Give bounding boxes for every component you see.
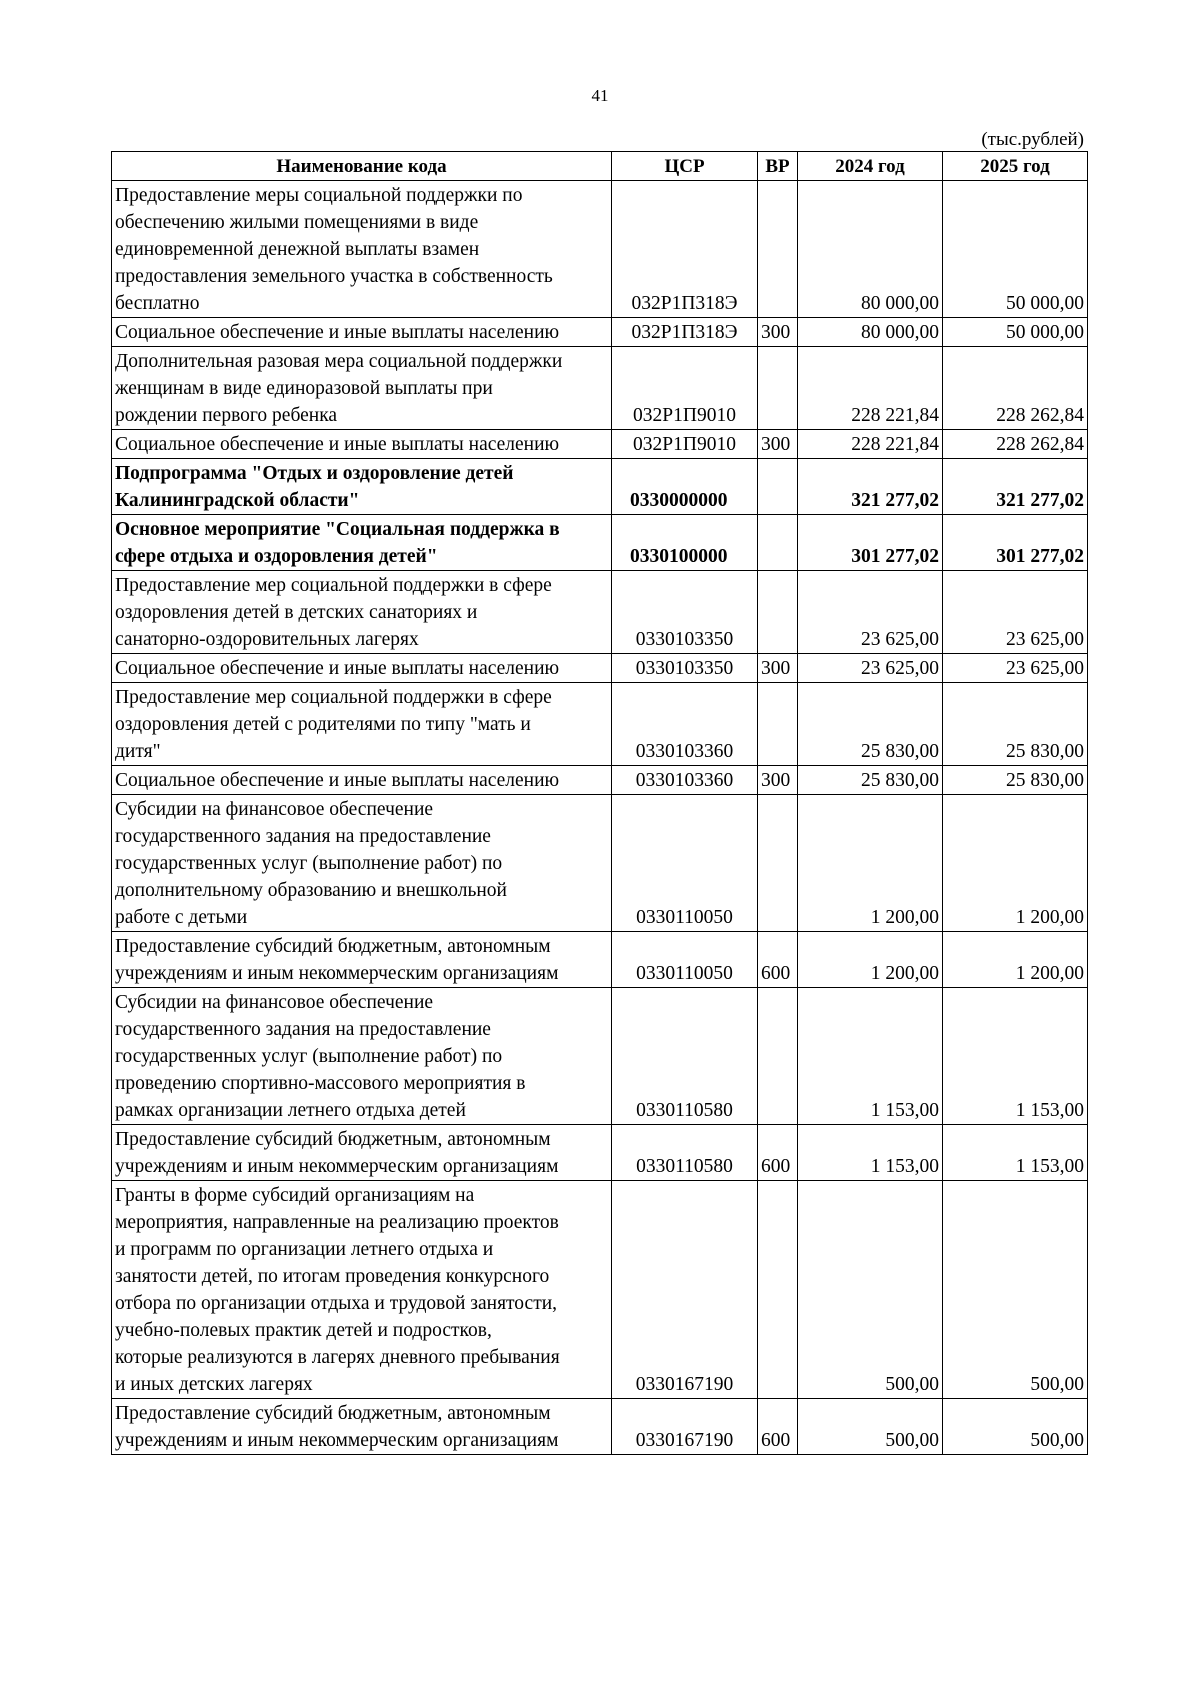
- cell-name: [112, 683, 612, 766]
- cell-name-line: Предоставление мер социальной поддержки в сфере: [115, 575, 552, 596]
- header-name: Наименование кода: [112, 152, 612, 181]
- cell-2024: 500,00: [798, 1399, 943, 1455]
- cell-csr: 0330110580: [612, 988, 758, 1125]
- cell-vr: [758, 181, 798, 318]
- cell-vr: 600: [758, 932, 798, 988]
- cell-name: [112, 318, 612, 347]
- cell-2024: 321 277,02: [798, 459, 943, 515]
- cell-2024: 1 200,00: [798, 795, 943, 932]
- cell-name-line: Предоставление субсидий бюджетным, автономным: [115, 936, 551, 957]
- table-row: [112, 318, 1088, 347]
- cell-2025: 500,00: [943, 1399, 1088, 1455]
- cell-2025: 321 277,02: [943, 459, 1088, 515]
- cell-name-line: Дополнительная разовая мера социальной поддержки: [115, 351, 563, 372]
- cell-name-line: обеспечению жилыми помещениями в виде: [115, 212, 479, 233]
- cell-name-line: дополнительному образованию и внешкольной: [115, 880, 507, 901]
- header-2024: 2024 год: [798, 152, 943, 181]
- cell-csr: 0330167190: [612, 1181, 758, 1399]
- cell-name-line: отбора по организации отдыха и трудовой занятости,: [115, 1293, 558, 1314]
- cell-csr: 0330110050: [612, 795, 758, 932]
- cell-name: [112, 515, 612, 571]
- cell-vr: [758, 571, 798, 654]
- header-2025: 2025 год: [943, 152, 1088, 181]
- cell-name-line: учреждениям и иным некоммерческим организациям: [115, 1430, 559, 1451]
- cell-name: [112, 1125, 612, 1181]
- cell-2025: 50 000,00: [943, 181, 1088, 318]
- cell-csr: 0330103350: [612, 571, 758, 654]
- table-header-row: [112, 152, 1088, 181]
- cell-2025: 25 830,00: [943, 683, 1088, 766]
- cell-name: [112, 988, 612, 1125]
- cell-vr: 600: [758, 1399, 798, 1455]
- cell-vr: [758, 795, 798, 932]
- cell-name: [112, 654, 612, 683]
- table-row: [112, 654, 1088, 683]
- cell-name-line: предоставления земельного участка в собственность: [115, 266, 553, 287]
- cell-name: [112, 1181, 612, 1399]
- cell-name-line: Предоставление меры социальной поддержки по: [115, 185, 523, 206]
- cell-name: [112, 430, 612, 459]
- cell-vr: [758, 459, 798, 515]
- cell-2025: 1 153,00: [943, 988, 1088, 1125]
- cell-csr: 032Р1П318Э: [612, 318, 758, 347]
- cell-name-line: и программ по организации летнего отдыха и: [115, 1239, 494, 1260]
- cell-2024: 25 830,00: [798, 683, 943, 766]
- cell-2024: 23 625,00: [798, 654, 943, 683]
- cell-name-line: Основное мероприятие "Социальная поддержка в: [115, 519, 560, 540]
- cell-name: [112, 766, 612, 795]
- cell-name-line: женщинам в виде единоразовой выплаты при: [115, 378, 493, 399]
- cell-name-line: Субсидии на финансовое обеспечение: [115, 799, 434, 820]
- cell-2025: 1 200,00: [943, 932, 1088, 988]
- cell-name-line: государственного задания на предоставление: [115, 826, 491, 847]
- cell-name-line: бесплатно: [115, 293, 200, 314]
- cell-2024: 500,00: [798, 1181, 943, 1399]
- cell-2025: 23 625,00: [943, 571, 1088, 654]
- cell-vr: [758, 683, 798, 766]
- table-row: [112, 1125, 1088, 1181]
- cell-2025: 23 625,00: [943, 654, 1088, 683]
- table-row: [112, 932, 1088, 988]
- cell-vr: [758, 347, 798, 430]
- table-row: [112, 683, 1088, 766]
- cell-name-line: занятости детей, по итогам проведения конкурсного: [115, 1266, 550, 1287]
- cell-2025: 1 153,00: [943, 1125, 1088, 1181]
- cell-name-line: государственных услуг (выполнение работ) по: [115, 1046, 503, 1067]
- cell-name-line: Социальное обеспечение и иные выплаты населению: [115, 658, 560, 679]
- cell-name-line: Социальное обеспечение и иные выплаты населению: [115, 322, 560, 343]
- cell-csr: 0330103360: [612, 766, 758, 795]
- cell-name-line: дитя": [115, 741, 161, 762]
- table-row: [112, 571, 1088, 654]
- cell-vr: 300: [758, 430, 798, 459]
- table-row: [112, 181, 1088, 318]
- cell-name-line: рамках организации летнего отдыха детей: [115, 1100, 466, 1121]
- table-row: [112, 515, 1088, 571]
- cell-2024: 80 000,00: [798, 181, 943, 318]
- cell-2025: 1 200,00: [943, 795, 1088, 932]
- cell-name-line: учреждениям и иным некоммерческим организациям: [115, 963, 559, 984]
- page-number: 41: [591, 86, 609, 105]
- header-vr: ВР: [758, 152, 798, 181]
- cell-2025: 301 277,02: [943, 515, 1088, 571]
- table-row: [112, 430, 1088, 459]
- cell-name-line: единовременной денежной выплаты взамен: [115, 239, 480, 260]
- cell-vr: [758, 988, 798, 1125]
- cell-csr: 032Р1П318Э: [612, 181, 758, 318]
- cell-2024: 1 153,00: [798, 988, 943, 1125]
- cell-name: [112, 459, 612, 515]
- cell-name-line: Социальное обеспечение и иные выплаты населению: [115, 770, 560, 791]
- cell-name-line: и иных детских лагерях: [115, 1374, 313, 1395]
- cell-name-line: Предоставление субсидий бюджетным, автономным: [115, 1403, 551, 1424]
- cell-2024: 80 000,00: [798, 318, 943, 347]
- cell-vr: 300: [758, 654, 798, 683]
- cell-vr: 300: [758, 766, 798, 795]
- cell-name: [112, 347, 612, 430]
- table-row: [112, 1181, 1088, 1399]
- table-row: [112, 766, 1088, 795]
- header-csr: ЦСР: [612, 152, 758, 181]
- table-row: [112, 795, 1088, 932]
- cell-name-line: санаторно-оздоровительных лагерях: [115, 629, 419, 650]
- cell-name: [112, 795, 612, 932]
- cell-2025: 228 262,84: [943, 430, 1088, 459]
- cell-name-line: Гранты в форме субсидий организациям на: [115, 1185, 475, 1206]
- cell-csr: 032Р1П9010: [612, 347, 758, 430]
- table-row: [112, 347, 1088, 430]
- cell-name: [112, 932, 612, 988]
- cell-csr: 0330167190: [612, 1399, 758, 1455]
- cell-name-line: проведению спортивно-массового мероприятия в: [115, 1073, 526, 1094]
- cell-name-line: государственного задания на предоставление: [115, 1019, 491, 1040]
- cell-name-line: Предоставление субсидий бюджетным, автономным: [115, 1129, 551, 1150]
- cell-name-line: которые реализуются в лагерях дневного пребывания: [115, 1347, 560, 1368]
- table-body: [112, 181, 1088, 1455]
- cell-name: [112, 1399, 612, 1455]
- table-row: [112, 988, 1088, 1125]
- units-label: (тыс.рублей): [981, 129, 1084, 150]
- cell-2024: 301 277,02: [798, 515, 943, 571]
- table-row: [112, 459, 1088, 515]
- cell-name-line: мероприятия, направленные на реализацию проектов: [115, 1212, 559, 1233]
- cell-2024: 23 625,00: [798, 571, 943, 654]
- budget-table: [111, 151, 1088, 1455]
- cell-name-line: Подпрограмма "Отдых и оздоровление детей: [115, 463, 514, 484]
- cell-vr: 300: [758, 318, 798, 347]
- cell-csr: 0330103350: [612, 654, 758, 683]
- cell-2024: 228 221,84: [798, 347, 943, 430]
- cell-name-line: государственных услуг (выполнение работ) по: [115, 853, 503, 874]
- cell-2024: 1 153,00: [798, 1125, 943, 1181]
- cell-name-line: работе с детьми: [115, 907, 248, 928]
- cell-2025: 25 830,00: [943, 766, 1088, 795]
- cell-name-line: учреждениям и иным некоммерческим организациям: [115, 1156, 559, 1177]
- cell-csr: 0330100000: [612, 515, 758, 571]
- cell-2025: 500,00: [943, 1181, 1088, 1399]
- cell-csr: 0330103360: [612, 683, 758, 766]
- cell-vr: 600: [758, 1125, 798, 1181]
- cell-name-line: оздоровления детей с родителями по типу "мать и: [115, 714, 531, 735]
- cell-name-line: Социальное обеспечение и иные выплаты населению: [115, 434, 560, 455]
- cell-name-line: Калининградской области": [115, 490, 360, 511]
- cell-csr: 0330000000: [612, 459, 758, 515]
- cell-name: [112, 181, 612, 318]
- cell-name-line: Субсидии на финансовое обеспечение: [115, 992, 434, 1013]
- cell-name: [112, 571, 612, 654]
- cell-csr: 0330110580: [612, 1125, 758, 1181]
- cell-name-line: оздоровления детей в детских санаториях и: [115, 602, 478, 623]
- cell-name-line: сфере отдыха и оздоровления детей": [115, 546, 438, 567]
- cell-2025: 228 262,84: [943, 347, 1088, 430]
- cell-2025: 50 000,00: [943, 318, 1088, 347]
- cell-2024: 25 830,00: [798, 766, 943, 795]
- cell-csr: 032Р1П9010: [612, 430, 758, 459]
- cell-name-line: Предоставление мер социальной поддержки в сфере: [115, 687, 552, 708]
- cell-vr: [758, 1181, 798, 1399]
- cell-csr: 0330110050: [612, 932, 758, 988]
- cell-2024: 228 221,84: [798, 430, 943, 459]
- cell-name-line: рождении первого ребенка: [115, 405, 338, 426]
- table-row: [112, 1399, 1088, 1455]
- cell-vr: [758, 515, 798, 571]
- cell-2024: 1 200,00: [798, 932, 943, 988]
- cell-name-line: учебно-полевых практик детей и подростков,: [115, 1320, 492, 1341]
